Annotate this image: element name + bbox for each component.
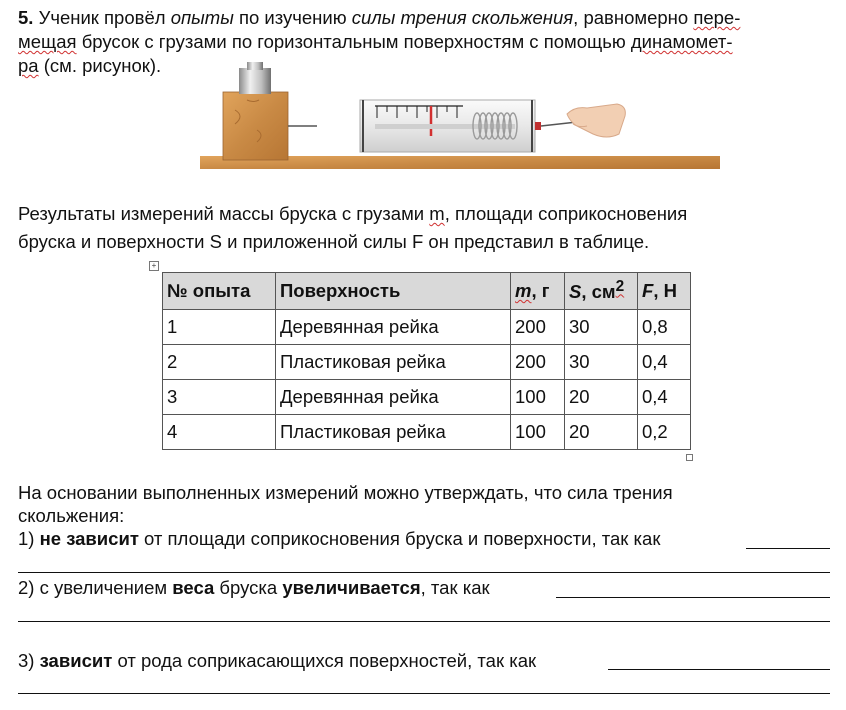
conclusion-item-3 <box>18 649 536 673</box>
results-text: , площади соприкосновения <box>444 203 688 224</box>
results-table <box>162 272 691 450</box>
item-text: бруска <box>219 577 278 598</box>
task-italic-opyty: опыты <box>170 7 234 28</box>
mass-symbol: m <box>515 280 532 301</box>
item-bold: не зависит <box>39 528 139 549</box>
task-number: 5. <box>18 7 34 28</box>
header-mass <box>511 273 565 310</box>
task-text: , равномерно <box>573 7 689 28</box>
table-move-handle[interactable]: + <box>149 261 159 271</box>
answer-line-3b[interactable] <box>18 693 830 694</box>
header-surface: Поверхность <box>276 273 511 310</box>
experiment-figure <box>195 60 725 175</box>
weight <box>239 68 271 94</box>
cell-area: 20 <box>565 415 638 450</box>
item-bold: веса <box>172 577 215 598</box>
area-symbol: S <box>569 281 582 303</box>
results-text: Результаты измерений массы бруска с грузами <box>18 203 425 224</box>
cell-force: 0,4 <box>638 380 691 415</box>
task-text: (см. рисунок). <box>43 55 162 76</box>
cell-mass: 100 <box>511 415 565 450</box>
cell-area: 20 <box>565 380 638 415</box>
cell-area: 30 <box>565 345 638 380</box>
answer-line-3a[interactable] <box>608 669 830 670</box>
table-row <box>163 380 691 415</box>
cell-surface: Деревянная рейка <box>276 310 511 345</box>
mass-unit: , г <box>531 280 550 301</box>
item-number: 3) <box>18 650 35 671</box>
cell-mass: 200 <box>511 345 565 380</box>
task-text: ра <box>18 55 39 76</box>
cell-force: 0,4 <box>638 345 691 380</box>
task-line-2 <box>18 30 733 54</box>
header-force <box>638 273 691 310</box>
cell-area: 30 <box>565 310 638 345</box>
cell-mass: 200 <box>511 310 565 345</box>
results-line-1 <box>18 202 687 226</box>
hand <box>541 104 625 137</box>
area-exponent: 2 <box>615 278 625 296</box>
cell-surface: Пластиковая рейка <box>276 345 511 380</box>
dynamometer <box>360 100 541 152</box>
item-text: , так как <box>420 577 490 598</box>
cell-mass: 100 <box>511 380 565 415</box>
task-text: мещая <box>18 31 77 52</box>
area-unit: , см <box>581 281 616 303</box>
cell-surface: Деревянная рейка <box>276 380 511 415</box>
item-number: 1) <box>18 528 35 549</box>
cell-experiment: 4 <box>163 415 276 450</box>
item-bold: увеличивается <box>282 577 421 598</box>
table-header-row <box>163 273 691 310</box>
cell-experiment: 2 <box>163 345 276 380</box>
task-text: Ученик провёл <box>38 7 166 28</box>
task-line-1 <box>18 6 740 30</box>
item-text: 2) с увеличением <box>18 577 168 598</box>
table-row <box>163 310 691 345</box>
cell-force: 0,8 <box>638 310 691 345</box>
conclusion-item-2 <box>18 576 490 600</box>
conclusion-intro-1: На основании выполненных измерений можно утверждать, что сила трения <box>18 482 673 503</box>
header-area <box>565 273 638 310</box>
force-unit: , Н <box>653 280 677 301</box>
cell-experiment: 3 <box>163 380 276 415</box>
task-line-3 <box>18 54 161 78</box>
results-symbol-m: m <box>429 203 445 224</box>
force-symbol: F <box>642 280 654 301</box>
item-text: от рода соприкасающихся поверхностей, так как <box>117 650 537 671</box>
table-row <box>163 345 691 380</box>
results-line-2: бруска и поверхности S и приложенной силы F он представил в таблице. <box>18 231 650 252</box>
item-bold: зависит <box>39 650 113 671</box>
wooden-block <box>223 92 288 160</box>
conclusion-intro-2: скольжения: <box>18 505 125 526</box>
cell-force: 0,2 <box>638 415 691 450</box>
task-italic-friction: силы трения скольжения <box>351 7 574 28</box>
cell-surface: Пластиковая рейка <box>276 415 511 450</box>
task-text-hyphen: пере- <box>693 7 741 28</box>
cell-experiment: 1 <box>163 310 276 345</box>
answer-line-2a[interactable] <box>556 597 830 598</box>
task-text: по изучению <box>238 7 347 28</box>
answer-line-1b[interactable] <box>18 572 830 573</box>
item-text: от площади соприкосновения бруска и поверхности, так как <box>144 528 661 549</box>
header-experiment: № опыта <box>163 273 276 310</box>
task-text: брусок с грузами по горизонтальным поверхностям с помощью <box>81 31 626 52</box>
answer-line-2b[interactable] <box>18 621 830 622</box>
table-row <box>163 415 691 450</box>
answer-line-1a[interactable] <box>746 548 830 549</box>
table-resize-handle[interactable] <box>686 454 693 461</box>
conclusion-item-1 <box>18 527 660 551</box>
task-text: динамомет- <box>630 31 733 52</box>
